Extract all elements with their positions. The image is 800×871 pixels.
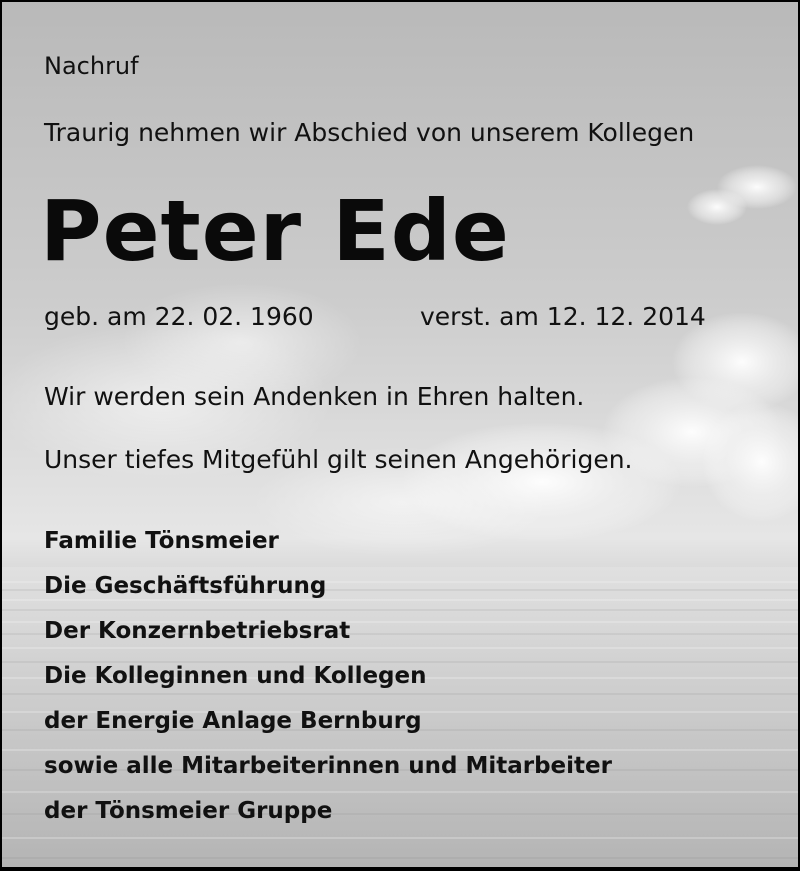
signatory: der Energie Anlage Bernburg bbox=[44, 708, 422, 734]
signatory: der Tönsmeier Gruppe bbox=[44, 798, 333, 824]
condolence-text: Unser tiefes Mitgefühl gilt seinen Angehörigen. bbox=[44, 445, 633, 474]
notice-heading: Nachruf bbox=[44, 52, 139, 80]
signatory: Familie Tönsmeier bbox=[44, 528, 279, 554]
signatory: Der Konzernbetriebsrat bbox=[44, 618, 351, 644]
obituary-notice bbox=[2, 2, 798, 867]
obituary-text bbox=[2, 2, 798, 867]
birth-date: geb. am 22. 02. 1960 bbox=[44, 302, 314, 331]
deceased-name: Peter Ede bbox=[40, 182, 510, 280]
signatory: sowie alle Mitarbeiterinnen und Mitarbeiter bbox=[44, 753, 612, 779]
intro-text: Traurig nehmen wir Abschied von unserem Kollegen bbox=[44, 118, 695, 147]
signatory: Die Geschäftsführung bbox=[44, 573, 327, 599]
death-date: verst. am 12. 12. 2014 bbox=[420, 302, 706, 331]
remembrance-text: Wir werden sein Andenken in Ehren halten. bbox=[44, 382, 585, 411]
signatories-list bbox=[44, 524, 612, 839]
signatory: Die Kolleginnen und Kollegen bbox=[44, 663, 427, 689]
